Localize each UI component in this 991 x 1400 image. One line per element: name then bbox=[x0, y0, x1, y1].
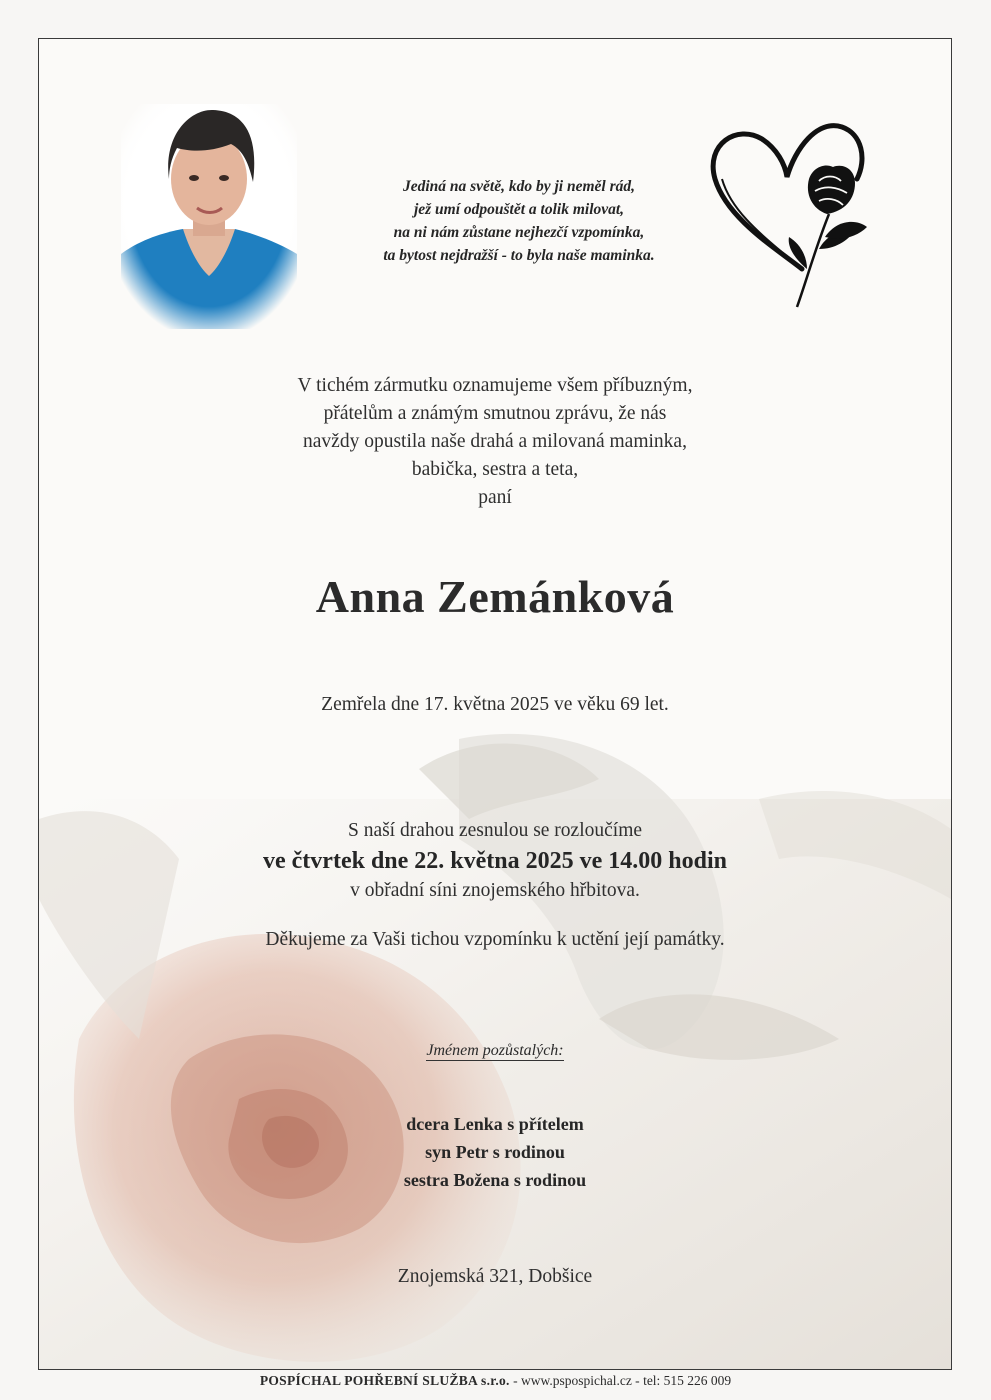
announcement-line: V tichém zármutku oznamujeme všem příbuzným, bbox=[297, 375, 693, 396]
footer-website: - www.pspospichal.cz - bbox=[509, 1373, 644, 1388]
survivor-item: dcera Lenka s přítelem bbox=[406, 1114, 584, 1134]
footer bbox=[0, 1373, 991, 1389]
announcement-line: přátelům a známým smutnou zprávu, že nás bbox=[323, 403, 667, 424]
announcement-line: babička, sestra a teta, bbox=[411, 459, 579, 480]
address: Znojemská 321, Dobšice bbox=[397, 1266, 593, 1287]
announcement-line: paní bbox=[478, 487, 512, 508]
announcement-line: navždy opustila naše drahá a milovaná maminka, bbox=[303, 431, 687, 452]
survivor-item: sestra Božena s rodinou bbox=[403, 1170, 587, 1190]
farewell-info bbox=[39, 816, 951, 906]
footer-company: POSPÍCHAL POHŘEBNÍ SLUŽBA s.r.o. bbox=[259, 1373, 510, 1388]
deceased-name: Anna Zemánková bbox=[315, 571, 675, 622]
poem-line: jež umí odpouštět a tolik milovat, bbox=[413, 201, 625, 218]
on-behalf-label: Jménem pozůstalých: bbox=[426, 1042, 564, 1059]
portrait-photo bbox=[121, 104, 297, 329]
poem bbox=[309, 175, 729, 267]
poem-line: ta bytost nejdražší - to byla naše maminka. bbox=[383, 247, 655, 264]
obituary-sheet bbox=[38, 38, 952, 1370]
on-behalf-heading bbox=[39, 1042, 951, 1060]
survivor-item: syn Petr s rodinou bbox=[425, 1142, 565, 1162]
farewell-line: S naší drahou zesnulou se rozloučíme bbox=[347, 820, 643, 841]
poem-line: Jediná na světě, kdo by ji neměl rád, bbox=[402, 178, 636, 195]
death-notice: Zemřela dne 17. května 2025 ve věku 69 let. bbox=[321, 694, 669, 715]
footer-phone: tel: 515 226 009 bbox=[643, 1373, 732, 1388]
farewell-date: ve čtvrtek dne 22. května 2025 ve 14.00 hodin bbox=[263, 848, 727, 874]
poem-line: na ni nám zůstane nejhezčí vzpomínka, bbox=[393, 224, 645, 241]
survivors-list bbox=[39, 1110, 951, 1194]
announcement bbox=[39, 372, 951, 512]
heart-with-rose-icon bbox=[707, 119, 893, 309]
farewell-place: v obřadní síni znojemského hřbitova. bbox=[350, 880, 640, 901]
thanks-text: Děkujeme za Vaši tichou vzpomínku k uctění její památky. bbox=[265, 929, 725, 950]
